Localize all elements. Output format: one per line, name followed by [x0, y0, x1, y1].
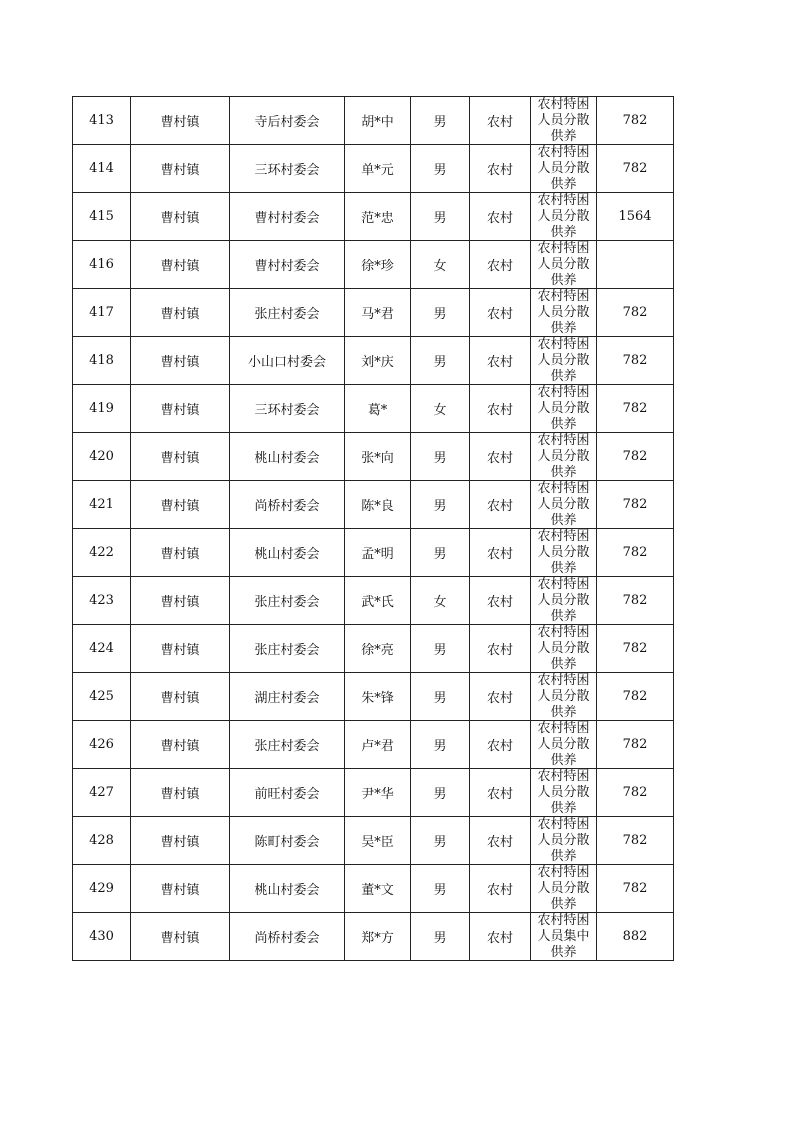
cell-sex: 女 [411, 385, 470, 433]
cell-amount: 782 [597, 337, 674, 385]
support-type-text: 农村特困人员分散供养 [537, 433, 590, 480]
cell-support-type [531, 625, 597, 673]
cell-village-committee: 张庄村委会 [230, 625, 345, 673]
table-row [73, 769, 674, 817]
cell-town: 曹村镇 [131, 433, 230, 481]
support-type-text: 农村特困人员分散供养 [537, 769, 590, 816]
cell-name: 胡*中 [345, 97, 411, 145]
cell-serial-number: 428 [73, 817, 131, 865]
cell-area: 农村 [470, 481, 531, 529]
cell-sex: 女 [411, 577, 470, 625]
support-type-text: 农村特困人员分散供养 [537, 721, 590, 768]
cell-town: 曹村镇 [131, 241, 230, 289]
cell-village-committee: 桃山村委会 [230, 865, 345, 913]
cell-serial-number: 413 [73, 97, 131, 145]
cell-town: 曹村镇 [131, 385, 230, 433]
cell-name: 陈*良 [345, 481, 411, 529]
cell-town: 曹村镇 [131, 97, 230, 145]
cell-village-committee: 湖庄村委会 [230, 673, 345, 721]
cell-serial-number: 418 [73, 337, 131, 385]
cell-town: 曹村镇 [131, 817, 230, 865]
cell-area: 农村 [470, 673, 531, 721]
cell-serial-number: 425 [73, 673, 131, 721]
cell-name: 武*氏 [345, 577, 411, 625]
cell-area: 农村 [470, 337, 531, 385]
cell-area: 农村 [470, 625, 531, 673]
cell-support-type [531, 241, 597, 289]
table-row [73, 721, 674, 769]
cell-town: 曹村镇 [131, 289, 230, 337]
table-row [73, 865, 674, 913]
cell-amount: 1564 [597, 193, 674, 241]
table-row [73, 817, 674, 865]
cell-town: 曹村镇 [131, 625, 230, 673]
cell-area: 农村 [470, 385, 531, 433]
cell-amount: 882 [597, 913, 674, 961]
cell-amount [597, 241, 674, 289]
cell-amount: 782 [597, 817, 674, 865]
cell-town: 曹村镇 [131, 769, 230, 817]
cell-name: 孟*明 [345, 529, 411, 577]
cell-village-committee: 张庄村委会 [230, 721, 345, 769]
cell-sex: 男 [411, 433, 470, 481]
cell-amount: 782 [597, 145, 674, 193]
support-type-text: 农村特困人员分散供养 [537, 193, 590, 240]
cell-amount: 782 [597, 385, 674, 433]
table-row [73, 241, 674, 289]
cell-village-committee: 张庄村委会 [230, 289, 345, 337]
cell-village-committee: 三环村委会 [230, 145, 345, 193]
cell-name: 吴*臣 [345, 817, 411, 865]
cell-town: 曹村镇 [131, 913, 230, 961]
cell-serial-number: 430 [73, 913, 131, 961]
cell-area: 农村 [470, 769, 531, 817]
table-row [73, 577, 674, 625]
cell-village-committee: 尚桥村委会 [230, 913, 345, 961]
cell-serial-number: 429 [73, 865, 131, 913]
cell-sex: 男 [411, 337, 470, 385]
cell-area: 农村 [470, 145, 531, 193]
cell-support-type [531, 577, 597, 625]
cell-sex: 男 [411, 673, 470, 721]
cell-village-committee: 曹村村委会 [230, 193, 345, 241]
cell-name: 郑*方 [345, 913, 411, 961]
cell-support-type [531, 769, 597, 817]
cell-village-committee: 尚桥村委会 [230, 481, 345, 529]
cell-support-type [531, 673, 597, 721]
support-type-text: 农村特困人员分散供养 [537, 817, 590, 864]
cell-name: 刘*庆 [345, 337, 411, 385]
table-row [73, 385, 674, 433]
support-type-text: 农村特困人员分散供养 [537, 625, 590, 672]
recipient-table [72, 96, 674, 961]
cell-name: 马*君 [345, 289, 411, 337]
cell-serial-number: 423 [73, 577, 131, 625]
support-type-text: 农村特困人员集中供养 [537, 913, 590, 960]
cell-sex: 男 [411, 529, 470, 577]
cell-name: 葛* [345, 385, 411, 433]
table-row [73, 481, 674, 529]
support-type-text: 农村特困人员分散供养 [537, 385, 590, 432]
cell-serial-number: 422 [73, 529, 131, 577]
cell-amount: 782 [597, 97, 674, 145]
cell-town: 曹村镇 [131, 721, 230, 769]
cell-amount: 782 [597, 289, 674, 337]
cell-village-committee: 桃山村委会 [230, 433, 345, 481]
cell-area: 农村 [470, 193, 531, 241]
cell-name: 单*元 [345, 145, 411, 193]
cell-sex: 男 [411, 865, 470, 913]
cell-support-type [531, 193, 597, 241]
cell-village-committee: 陈町村委会 [230, 817, 345, 865]
cell-amount: 782 [597, 529, 674, 577]
cell-area: 农村 [470, 241, 531, 289]
cell-village-committee: 三环村委会 [230, 385, 345, 433]
table-body [73, 97, 674, 961]
cell-serial-number: 415 [73, 193, 131, 241]
cell-village-committee: 前旺村委会 [230, 769, 345, 817]
cell-amount: 782 [597, 721, 674, 769]
cell-area: 农村 [470, 577, 531, 625]
cell-sex: 女 [411, 241, 470, 289]
support-type-text: 农村特困人员分散供养 [537, 97, 590, 144]
cell-name: 徐*亮 [345, 625, 411, 673]
cell-serial-number: 414 [73, 145, 131, 193]
cell-sex: 男 [411, 97, 470, 145]
cell-serial-number: 419 [73, 385, 131, 433]
cell-area: 农村 [470, 721, 531, 769]
support-type-text: 农村特困人员分散供养 [537, 481, 590, 528]
table-row [73, 913, 674, 961]
cell-support-type [531, 337, 597, 385]
cell-serial-number: 421 [73, 481, 131, 529]
table-row [73, 145, 674, 193]
cell-sex: 男 [411, 193, 470, 241]
cell-amount: 782 [597, 625, 674, 673]
cell-area: 农村 [470, 529, 531, 577]
cell-amount: 782 [597, 481, 674, 529]
cell-sex: 男 [411, 721, 470, 769]
cell-support-type [531, 817, 597, 865]
cell-town: 曹村镇 [131, 865, 230, 913]
cell-support-type [531, 913, 597, 961]
cell-area: 农村 [470, 913, 531, 961]
cell-area: 农村 [470, 865, 531, 913]
table-row [73, 625, 674, 673]
cell-support-type [531, 481, 597, 529]
cell-name: 尹*华 [345, 769, 411, 817]
cell-area: 农村 [470, 289, 531, 337]
cell-support-type [531, 865, 597, 913]
cell-support-type [531, 385, 597, 433]
table-row [73, 529, 674, 577]
cell-amount: 782 [597, 577, 674, 625]
cell-serial-number: 417 [73, 289, 131, 337]
cell-serial-number: 420 [73, 433, 131, 481]
cell-village-committee: 桃山村委会 [230, 529, 345, 577]
cell-serial-number: 427 [73, 769, 131, 817]
cell-name: 徐*珍 [345, 241, 411, 289]
cell-town: 曹村镇 [131, 529, 230, 577]
support-type-text: 农村特困人员分散供养 [537, 337, 590, 384]
cell-town: 曹村镇 [131, 673, 230, 721]
cell-village-committee: 张庄村委会 [230, 577, 345, 625]
cell-amount: 782 [597, 433, 674, 481]
cell-town: 曹村镇 [131, 193, 230, 241]
cell-sex: 男 [411, 289, 470, 337]
support-type-text: 农村特困人员分散供养 [537, 145, 590, 192]
cell-support-type [531, 433, 597, 481]
cell-sex: 男 [411, 145, 470, 193]
cell-amount: 782 [597, 865, 674, 913]
support-type-text: 农村特困人员分散供养 [537, 529, 590, 576]
cell-name: 朱*锋 [345, 673, 411, 721]
cell-serial-number: 424 [73, 625, 131, 673]
cell-sex: 男 [411, 481, 470, 529]
table-row [73, 673, 674, 721]
cell-town: 曹村镇 [131, 145, 230, 193]
cell-name: 范*忠 [345, 193, 411, 241]
cell-sex: 男 [411, 817, 470, 865]
cell-serial-number: 416 [73, 241, 131, 289]
cell-support-type [531, 97, 597, 145]
cell-name: 卢*君 [345, 721, 411, 769]
support-type-text: 农村特困人员分散供养 [537, 673, 590, 720]
support-type-text: 农村特困人员分散供养 [537, 289, 590, 336]
cell-amount: 782 [597, 769, 674, 817]
cell-area: 农村 [470, 433, 531, 481]
support-type-text: 农村特困人员分散供养 [537, 577, 590, 624]
table-row [73, 289, 674, 337]
cell-town: 曹村镇 [131, 481, 230, 529]
cell-village-committee: 寺后村委会 [230, 97, 345, 145]
cell-serial-number: 426 [73, 721, 131, 769]
support-type-text: 农村特困人员分散供养 [537, 241, 590, 288]
cell-town: 曹村镇 [131, 337, 230, 385]
cell-area: 农村 [470, 817, 531, 865]
table-row [73, 337, 674, 385]
cell-sex: 男 [411, 769, 470, 817]
cell-village-committee: 曹村村委会 [230, 241, 345, 289]
cell-support-type [531, 721, 597, 769]
cell-name: 张*向 [345, 433, 411, 481]
cell-village-committee: 小山口村委会 [230, 337, 345, 385]
cell-support-type [531, 289, 597, 337]
cell-area: 农村 [470, 97, 531, 145]
cell-sex: 男 [411, 625, 470, 673]
cell-name: 董*文 [345, 865, 411, 913]
table-row [73, 193, 674, 241]
cell-town: 曹村镇 [131, 577, 230, 625]
cell-support-type [531, 529, 597, 577]
cell-sex: 男 [411, 913, 470, 961]
cell-amount: 782 [597, 673, 674, 721]
table-row [73, 433, 674, 481]
table-row [73, 97, 674, 145]
cell-support-type [531, 145, 597, 193]
support-type-text: 农村特困人员分散供养 [537, 865, 590, 912]
